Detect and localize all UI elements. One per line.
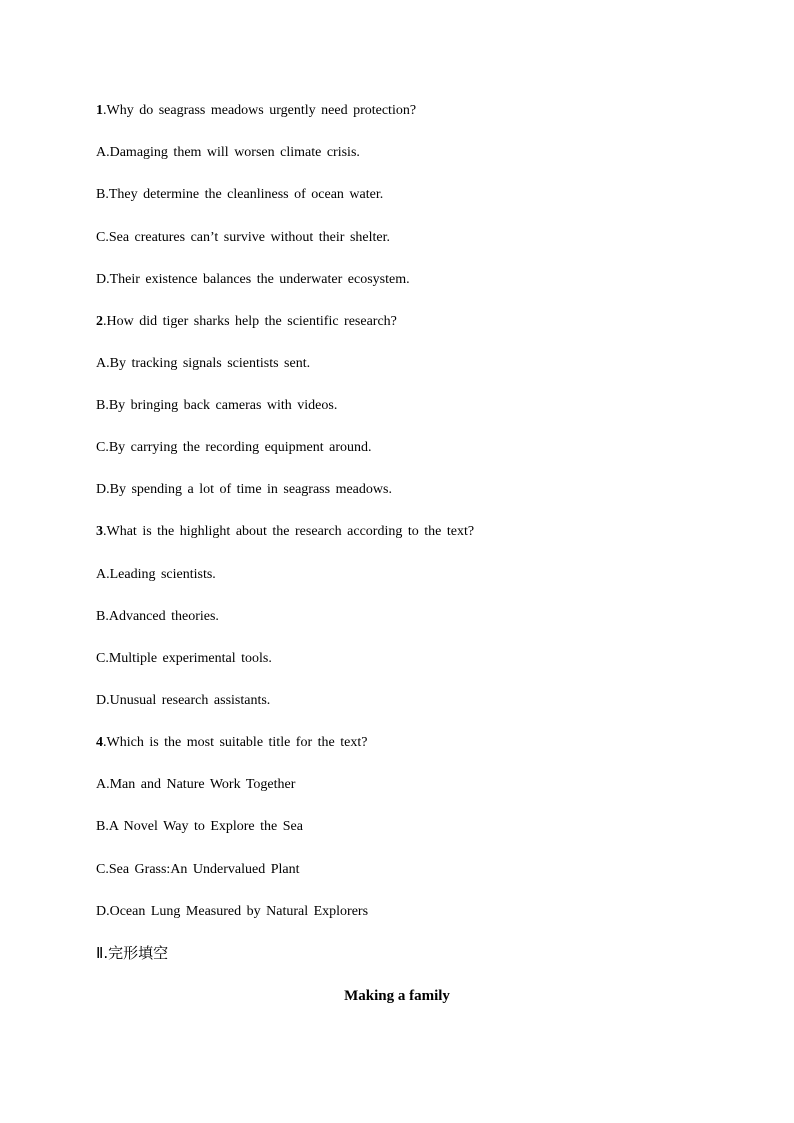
question-text: .Why do seagrass meadows urgently need protection?: [103, 103, 417, 118]
passage-title: Making a family: [344, 988, 450, 1004]
question-1-option-c: C.Sea creatures can’t survive without their shelter.: [96, 230, 390, 245]
question-3-option-d: D.Unusual research assistants.: [96, 693, 271, 708]
question-3-option-b: B.Advanced theories.: [96, 609, 219, 624]
question-1-option-a: A.Damaging them will worsen climate crisis.: [96, 145, 360, 160]
question-4-stem: [96, 734, 367, 752]
question-1-stem: [96, 102, 416, 120]
question-2-option-b: B.By bringing back cameras with videos.: [96, 398, 338, 413]
question-text: .Which is the most suitable title for the text?: [103, 735, 368, 750]
question-2-option-a: A.By tracking signals scientists sent.: [96, 356, 311, 371]
question-4-option-a: A.Man and Nature Work Together: [96, 777, 296, 792]
question-3-option-a: A.Leading scientists.: [96, 567, 216, 582]
question-4-option-c: C.Sea Grass:An Undervalued Plant: [96, 862, 300, 877]
section-heading: Ⅱ.完形填空: [96, 944, 169, 962]
question-2-option-c: C.By carrying the recording equipment around.: [96, 440, 372, 455]
question-number: 1: [96, 103, 103, 118]
question-text: .What is the highlight about the research according to the text?: [103, 524, 475, 539]
question-4-option-d: D.Ocean Lung Measured by Natural Explorers: [96, 904, 369, 919]
question-2-stem: [96, 313, 397, 331]
question-text: .How did tiger sharks help the scientific research?: [103, 314, 397, 329]
question-number: 4: [96, 735, 103, 750]
question-4-option-b: B.A Novel Way to Explore the Sea: [96, 819, 303, 834]
question-number: 3: [96, 524, 103, 539]
question-number: 2: [96, 314, 103, 329]
question-1-option-b: B.They determine the cleanliness of ocean water.: [96, 187, 384, 202]
question-1-option-d: D.Their existence balances the underwater ecosystem.: [96, 272, 410, 287]
question-2-option-d: D.By spending a lot of time in seagrass meadows.: [96, 482, 392, 497]
question-3-option-c: C.Multiple experimental tools.: [96, 651, 272, 666]
question-3-stem: [96, 523, 474, 541]
